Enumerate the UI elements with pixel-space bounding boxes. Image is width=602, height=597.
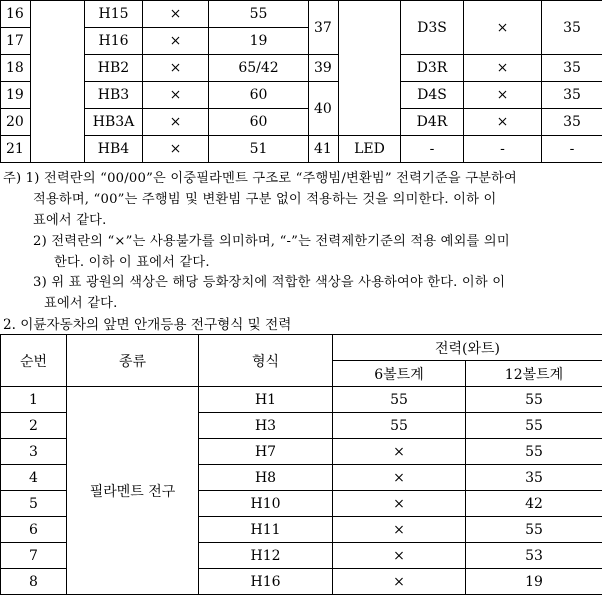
note-3-line-1: 3) 위 표 광원의 색상은 해당 등화장치에 적합한 색상을 사용하여야 한다. 이하 이 [33,275,506,290]
row-number: 41 [309,136,339,163]
bulb-type: HB3 [85,82,143,109]
note-2-line-1: 2) 전력란의 “×”는 사용불가를 의미하며, “-”는 전력제한기준의 적용 예외를 의미 [33,234,510,249]
row-number: 39 [309,55,339,82]
bulb-type: D4R [401,109,464,136]
power-6v: × [464,109,542,136]
fog-lamp-bulb-table [0,334,602,595]
power-12v: 55 [466,517,602,543]
note-3-line-2: 표에서 같다. [44,296,118,311]
power-12v: 35 [542,1,602,55]
row-number: 5 [1,491,67,517]
bulb-type: H1 [199,387,333,413]
table-row [1,109,602,136]
power-6v: × [143,1,209,28]
bulb-type: H10 [199,491,333,517]
row-number: 19 [1,82,31,109]
power-12v: 53 [466,543,602,569]
power-6v: × [143,55,209,82]
power-6v: × [464,82,542,109]
bulb-type: HB4 [85,136,143,163]
row-number: 1 [1,387,67,413]
power-6v: × [464,55,542,82]
power-6v: × [464,1,542,55]
power-6v: - [464,136,542,163]
power-12v: 60 [209,109,309,136]
kind-cell: 필라멘트 전구 [67,387,199,595]
power-6v: × [333,517,466,543]
row-number: 7 [1,543,67,569]
bulb-type: H16 [199,569,333,595]
header-row [1,335,602,361]
power-12v: 55 [209,1,309,28]
row-number: 20 [1,109,31,136]
power-12v: 35 [542,55,602,82]
row-number: 21 [1,136,31,163]
row-number: 17 [1,28,31,55]
bulb-type: H7 [199,439,333,465]
bulb-type: D4S [401,82,464,109]
row-number: 18 [1,55,31,82]
power-12v: 55 [466,413,602,439]
header-12v: 12볼트계 [466,361,602,387]
row-number: 37 [309,1,339,55]
header-6v: 6볼트계 [333,361,466,387]
row-number: 3 [1,439,67,465]
note-1-line-2: 적용하며, “00”는 주행빔 및 변환빔 구분 없이 적용하는 것을 의미한다. 이하 이 [33,192,497,207]
bulb-type: H3 [199,413,333,439]
power-6v: × [143,28,209,55]
power-6v: × [333,543,466,569]
row-number: 4 [1,465,67,491]
power-6v: × [333,569,466,595]
header-kind: 종류 [67,335,199,387]
power-12v: 60 [209,82,309,109]
kind-cell: LED [339,136,401,163]
row-number: 40 [309,82,339,136]
power-6v: × [143,82,209,109]
power-12v: 35 [542,109,602,136]
bulb-type: H15 [85,1,143,28]
power-12v: 35 [542,82,602,109]
bulb-type: - [401,136,464,163]
power-12v: 55 [466,439,602,465]
row-number: 16 [1,1,31,28]
header-no: 순번 [1,335,67,387]
bulb-type: H11 [199,517,333,543]
power-6v: 55 [333,387,466,413]
power-12v: 42 [466,491,602,517]
section-title: 2. 이륜자동차의 앞면 안개등용 전구형식 및 전력 [3,317,292,333]
bulb-type: HB2 [85,55,143,82]
kind-cell [31,1,85,163]
row-number: 8 [1,569,67,595]
note-1-line-3: 표에서 같다. [33,213,107,228]
bulb-type: D3S [401,1,464,55]
table-row [1,55,602,82]
note-2-line-2: 한다. 이하 이 표에서 같다. [54,255,210,270]
power-12v: 35 [466,465,602,491]
header-power: 전력(와트) [333,335,602,361]
bulb-type: H12 [199,543,333,569]
bulb-type: H16 [85,28,143,55]
table-row [1,1,602,28]
kind-cell [339,1,401,136]
power-6v: × [143,109,209,136]
power-6v: × [143,136,209,163]
power-6v: 55 [333,413,466,439]
power-6v: × [333,491,466,517]
power-12v: 19 [466,569,602,595]
power-12v: 65/42 [209,55,309,82]
header-type: 형식 [199,335,333,387]
bulb-type: HB3A [85,109,143,136]
bulb-type: D3R [401,55,464,82]
power-6v: × [333,465,466,491]
power-6v: × [333,439,466,465]
power-12v: 19 [209,28,309,55]
note-1-line-1: 주) 1) 전력란의 “00/00”은 이중필라멘트 구조로 “주행빔/변환빔” 전력기준을 구분하여 [3,171,518,186]
power-12v: 51 [209,136,309,163]
row-number: 6 [1,517,67,543]
power-12v: 55 [466,387,602,413]
row-number: 2 [1,413,67,439]
bulb-type: H8 [199,465,333,491]
table-row [1,82,602,109]
table-row [1,387,602,413]
power-12v: - [542,136,602,163]
bulb-power-table-continued [0,0,602,163]
table-row [1,136,602,163]
